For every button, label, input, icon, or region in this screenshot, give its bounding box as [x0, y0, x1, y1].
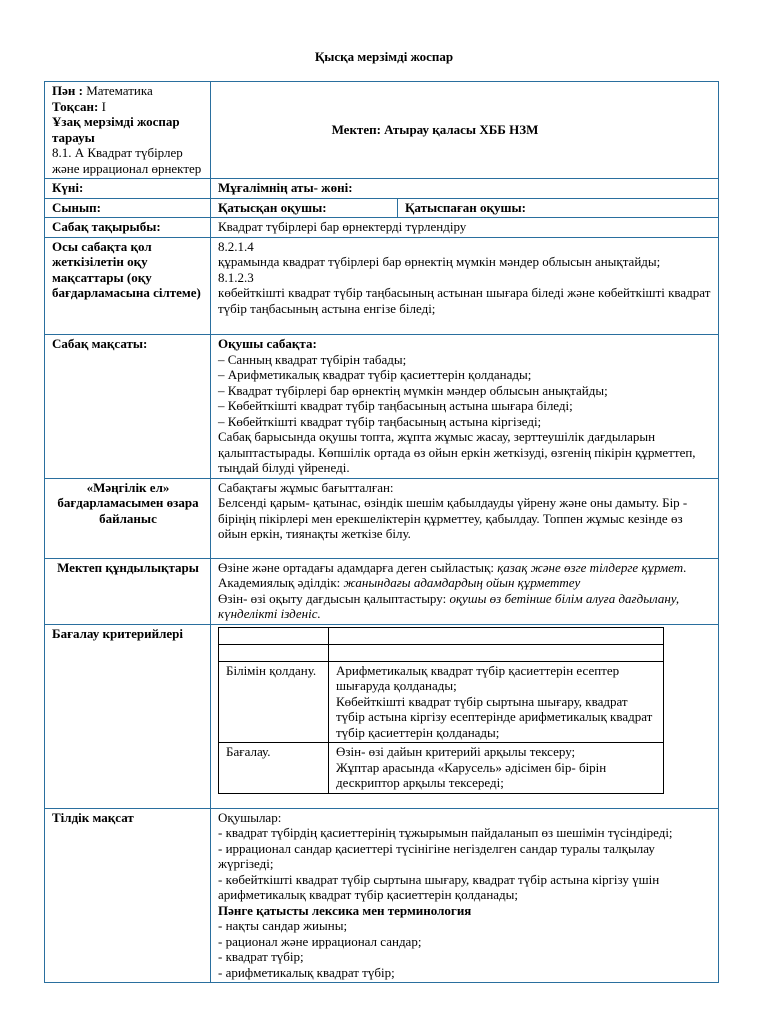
- lexicon-item: - рационал және иррационал сандар;: [218, 933, 422, 949]
- term-label: Тоқсан:: [52, 98, 99, 114]
- eternal-country-label: «Мәңгілік ел» бағдарламасымен өзара байланыс: [45, 478, 211, 558]
- long-plan-value: 8.1. А Квадрат түбірлер және иррационал өрнектер: [52, 145, 202, 176]
- objective-code-1: 8.2.1.4: [218, 238, 254, 254]
- topic-label: Сабақ тақырыбы:: [45, 218, 211, 238]
- lesson-plan-table: [44, 81, 719, 983]
- criteria-knowledge-line: Көбейткішті квадрат түбір сыртына шығару, квадрат түбір астына кіргізу есептерінде арифметикалық квадрат түбір қасиеттерін қолданады;: [336, 693, 653, 740]
- attendance-split: [211, 199, 718, 218]
- day-row: [45, 179, 719, 199]
- criteria-row-knowledge: [219, 661, 664, 743]
- lesson-goal-heading: Оқушы сабақта:: [218, 336, 317, 351]
- subject-line: [52, 83, 204, 99]
- subject-label: Пән :: [52, 83, 83, 98]
- lesson-goal-item: – Квадрат түбірлері бар өрнектің мүмкін мәндер облысын анықтайды;: [218, 382, 608, 398]
- lexicon-item: - нақты сандар жиыны;: [218, 918, 348, 933]
- criteria-empty-row: [219, 627, 664, 644]
- lesson-goal-row: [45, 335, 719, 479]
- lexicon-heading: Пәнге қатысты лексика мен терминология: [218, 902, 472, 918]
- objective-text-2: көбейткішті квадрат түбір таңбасының астынан шығара біледі және көбейткішті квадрат түбір таңбасының астына енгізе біледі;: [218, 285, 711, 316]
- long-plan-label: Ұзақ мерзімді жоспар тарауы: [52, 114, 180, 145]
- value-respect-label: Өзіне және ортадағы адамдарға деген сыйластық:: [218, 559, 498, 575]
- value-respect-detail: қазақ және өзге тілдерге құрмет.: [497, 559, 687, 575]
- value-self-learning-detail: оқушы өз бетінше білім алуға дағдылану, күнделікті ізденіс.: [218, 590, 680, 621]
- school-values-cell: [211, 558, 719, 624]
- school-name: Мектеп: Атырау қаласы ХББ НЗМ: [331, 121, 539, 137]
- objectives-cell: [211, 237, 719, 335]
- criteria-knowledge-line: Арифметикалық квадрат түбір қасиеттерін есептер шығаруда қолданады;: [336, 662, 620, 693]
- lexicon-item: - арифметикалық квадрат түбір;: [218, 964, 395, 980]
- language-goal-line: Оқушылар:: [218, 809, 282, 825]
- criteria-assessment-label: Бағалау.: [219, 743, 329, 794]
- value-self-learning: [218, 591, 712, 622]
- attendance-cell: [211, 198, 719, 218]
- lexicon-item: - квадрат түбір;: [218, 949, 304, 964]
- language-goal-line: - көбейткішті квадрат түбір сыртына шығару, квадрат түбір астына кіргізу үшін арифметикалық квадрат түбір қасиеттерін қолданады;: [218, 871, 660, 902]
- eternal-country-text: Белсенді қарым- қатынас, өзіндік шешім қабылдауды үйрену және оны дамыту. Бір - біріңің пікірлері мен ерекшеліктерін құрметтеу, қабылдау. Топпен жұмыс кезінде өз ойын еркін, тиянақты жеткізе білу.: [218, 495, 688, 541]
- present-label: Қатысқан оқушы:: [218, 199, 327, 215]
- criteria-assessment-line: Жұптар арасында «Карусель» әдісімен бір- бірін дескриптор арқылы тексереді;: [336, 759, 607, 790]
- language-goal-line: - квадрат түбірдің қасиеттерінің тұжырымын пайдаланып өз шешімін түсіндіреді;: [218, 825, 673, 840]
- language-goal-label: Тілдік мақсат: [45, 808, 211, 983]
- criteria-knowledge-text: [329, 661, 664, 743]
- eternal-country-cell: [211, 478, 719, 558]
- eternal-country-row: [45, 478, 719, 558]
- criteria-knowledge-label: Білімін қолдану.: [219, 661, 329, 743]
- criteria-empty-row: [219, 644, 664, 661]
- day-label: Күні:: [45, 179, 211, 199]
- criteria-row-assessment: [219, 743, 664, 794]
- value-respect: [218, 560, 712, 576]
- value-academic-honesty: [218, 575, 712, 591]
- criteria-assessment-line: Өзін- өзі дайын критерийі арқылы тексеру;: [336, 744, 576, 759]
- lesson-goal-summary: Сабақ барысында оқушы топта, жұпта жұмыс жасау, зерттеушілік дағдыларын қалыптастырады. Көпшілік ортада өз ойын еркін жеткізуді, өзгенің пікірін құрметтеп, тыңдай білуді үйренеді.: [218, 429, 696, 475]
- objective-text-1: құрамында квадрат түбірлері бар өрнектің мүмкін мәндер облысын анықтайды;: [218, 254, 661, 269]
- term-value: I: [101, 98, 106, 114]
- topic-row: [45, 218, 719, 238]
- class-label: Сынып:: [45, 198, 211, 218]
- lesson-goal-item: – Санның квадрат түбірін табады;: [218, 351, 407, 367]
- term-line: [52, 99, 204, 115]
- value-academic-honesty-detail: жанындағы адамдардың ойын құрметтеу: [343, 575, 581, 590]
- topic-value: Квадрат түбірлері бар өрнектерді түрлендіру: [211, 218, 719, 238]
- objectives-row: [45, 237, 719, 335]
- criteria-cell: [211, 624, 719, 808]
- header-left-cell: [45, 82, 211, 179]
- value-self-learning-label: Өзін- өзі оқыту дағдысын қалыптастыру:: [218, 590, 450, 606]
- criteria-table: [218, 627, 664, 794]
- absent-label: Қатыспаған оқушы:: [398, 199, 719, 218]
- class-row: [45, 198, 719, 218]
- school-cell: [211, 82, 719, 179]
- subject-value: Математика: [86, 83, 153, 98]
- document-title: Қысқа мерзімді жоспар: [314, 49, 454, 64]
- value-academic-honesty-label: Академиялық әділдік:: [218, 575, 344, 590]
- eternal-country-heading: Сабақтағы жұмыс бағытталған:: [218, 479, 394, 495]
- lesson-goal-cell: [211, 335, 719, 479]
- language-goal-cell: [211, 808, 719, 983]
- school-values-row: [45, 558, 719, 624]
- lesson-goal-item: – Көбейткішті квадрат түбір таңбасының астына шығара біледі;: [218, 398, 573, 413]
- header-row: [45, 82, 719, 179]
- language-goal-row: [45, 808, 719, 983]
- objectives-label: Осы сабақта қол жеткізілетін оқу мақсаттары (оқу бағдарламасына сілтеме): [45, 237, 211, 335]
- criteria-label: Бағалау критерийлері: [45, 624, 211, 808]
- objective-code-2: 8.1.2.3: [218, 269, 254, 285]
- lesson-goal-item: – Арифметикалық квадрат түбір қасиеттерін қолданады;: [218, 367, 532, 382]
- school-values-label: Мектеп құндылықтары: [45, 558, 211, 624]
- criteria-assessment-text: [329, 743, 664, 794]
- language-goal-line: - иррационал сандар қасиеттері түсінігіне негізделген сандар туралы талқылау жүргізеді;: [218, 840, 655, 871]
- criteria-row: [45, 624, 719, 808]
- teacher-label: Мұғалімнің аты- жөні:: [211, 179, 719, 199]
- lesson-goal-label: Сабақ мақсаты:: [45, 335, 211, 479]
- lesson-goal-item: – Көбейткішті квадрат түбір таңбасының астына кіргізеді;: [218, 413, 542, 429]
